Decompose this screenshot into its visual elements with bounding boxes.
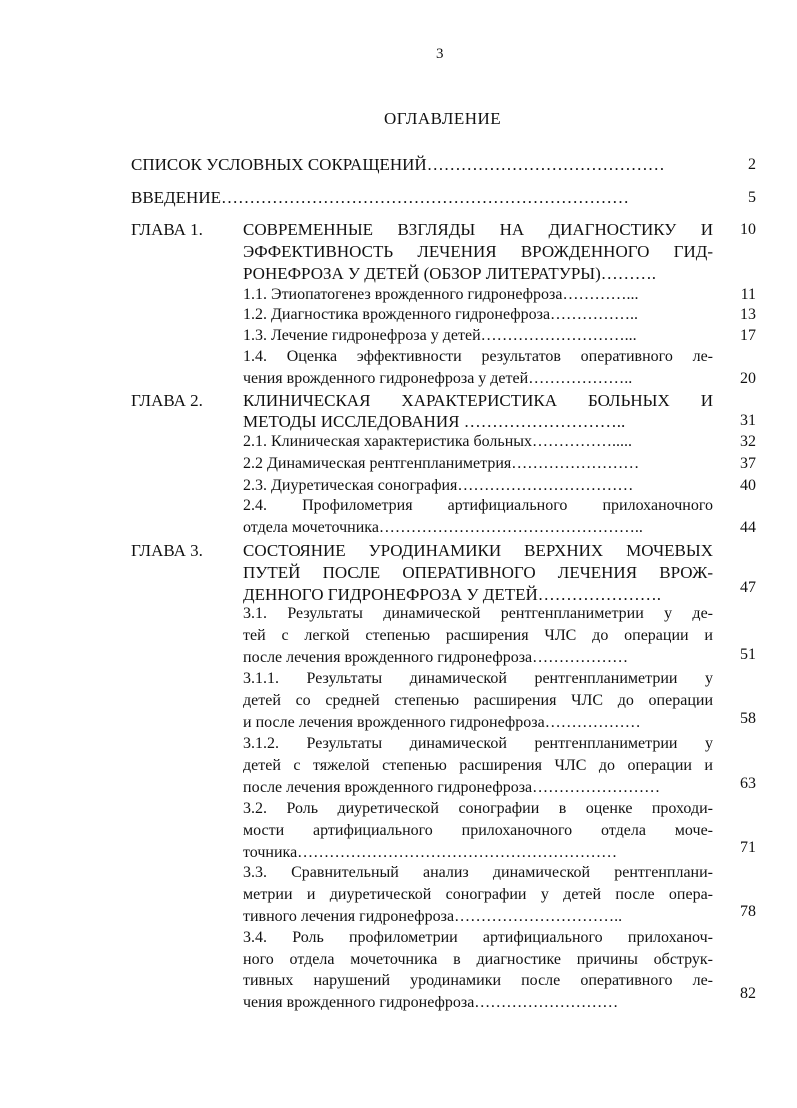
section-line: 3.1.2. Результаты динамической рентгенпланиметрии у xyxy=(243,735,713,752)
section-line: тивных нарушений уродинамики после оперативного ле- xyxy=(243,972,713,989)
chapter-title-line: МЕТОДЫ ИССЛЕДОВАНИЯ ……………………….. xyxy=(243,412,626,431)
section-line: ного отдела мочеточника в диагностике причины обструк- xyxy=(243,951,713,968)
section-line: после лечения врожденного гидронефроза……………… xyxy=(243,649,629,666)
section-line: точника…………………………………………………… xyxy=(243,844,618,861)
toc-page-number: 2 xyxy=(748,156,756,173)
toc-page-number: 82 xyxy=(740,985,756,1002)
page-number: 3 xyxy=(436,46,444,62)
chapter-label: ГЛАВА 3. xyxy=(131,541,203,560)
section-line: 3.1.1. Результаты динамической рентгенпланиметрии у xyxy=(243,670,713,687)
chapter-label: ГЛАВА 1. xyxy=(131,220,203,239)
section-line: 1.4. Оценка эффективности результатов оперативного ле- xyxy=(243,348,713,365)
toc-page-number: 13 xyxy=(740,306,756,323)
toc-page-number: 20 xyxy=(740,370,756,387)
toc-page-number: 11 xyxy=(740,286,756,303)
section-line: 3.4. Роль профилометрии артифициального прилоханоч- xyxy=(243,929,713,946)
section-line: 3.1. Результаты динамической рентгенпланиметрии у де- xyxy=(243,605,713,622)
section-line: 1.2. Диагностика врожденного гидронефроза…………….. xyxy=(243,306,639,323)
toc-entry-introduction: ВВЕДЕНИЕ……………………………………………………………… xyxy=(131,188,629,207)
section-line: тей с легкой степенью расширения ЧЛС до операции и xyxy=(243,627,713,644)
toc-page-number: 78 xyxy=(740,903,756,920)
section-line: отдела мочеточника………………………………………….. xyxy=(243,519,643,536)
chapter-title-line: РОНЕФРОЗА У ДЕТЕЙ (ОБЗОР ЛИТЕРАТУРЫ)………. xyxy=(243,264,657,283)
section-line: и после лечения врожденного гидронефроза……………… xyxy=(243,714,641,731)
toc-page-number: 44 xyxy=(740,519,756,536)
chapter-label: ГЛАВА 2. xyxy=(131,391,203,410)
section-line: тивного лечения гидронефроза………………………….. xyxy=(243,908,623,925)
section-line: 1.1. Этиопатогенез врожденного гидронефроза…………... xyxy=(243,286,639,303)
toc-page-number: 47 xyxy=(740,579,756,596)
section-line: чения врожденного гидронефроза у детей……………….. xyxy=(243,370,633,387)
chapter-title-line: СОВРЕМЕННЫЕ ВЗГЛЯДЫ НА ДИАГНОСТИКУ И xyxy=(243,220,713,239)
toc-page-number: 32 xyxy=(740,433,756,450)
toc-entry-abbreviations: СПИСОК УСЛОВНЫХ СОКРАЩЕНИЙ…………………………………… xyxy=(131,155,665,174)
toc-page-number: 71 xyxy=(740,839,756,856)
toc-page-number: 63 xyxy=(740,775,756,792)
section-line: 2.2 Динамическая рентгенпланиметрия…………………… xyxy=(243,455,640,472)
section-line: чения врожденного гидронефроза……………………… xyxy=(243,994,619,1011)
section-line: после лечения врожденного гидронефроза…………………… xyxy=(243,779,661,796)
section-line: 2.3. Диуретическая сонография…………………………… xyxy=(243,477,634,494)
chapter-title-line: ДЕННОГО ГИДРОНЕФРОЗА У ДЕТЕЙ…………………. xyxy=(243,585,662,604)
section-line: детей со средней степенью расширения ЧЛС до операции xyxy=(243,692,713,709)
section-line: метрии и диуретической сонографии у детей после опера- xyxy=(243,886,713,903)
toc-page-number: 37 xyxy=(740,455,756,472)
toc-page-number: 40 xyxy=(740,477,756,494)
chapter-title-line: СОСТОЯНИЕ УРОДИНАМИКИ ВЕРХНИХ МОЧЕВЫХ xyxy=(243,541,713,560)
section-line: мости артифициального прилоханочного отдела моче- xyxy=(243,822,713,839)
toc-page-number: 58 xyxy=(740,710,756,727)
toc-page-number: 5 xyxy=(748,189,756,206)
section-line: 2.1. Клиническая характеристика больных……………..... xyxy=(243,433,633,450)
toc-title: ОГЛАВЛЕНИЕ xyxy=(384,109,502,128)
section-line: 2.4. Профилометрия артифициального прилоханочного xyxy=(243,497,713,514)
section-line: 3.3. Сравнительный анализ динамической рентгенплани- xyxy=(243,864,713,881)
section-line: детей с тяжелой степенью расширения ЧЛС до операции и xyxy=(243,757,713,774)
toc-page-number: 31 xyxy=(740,412,756,429)
section-line: 3.2. Роль диуретической сонографии в оценке проходи- xyxy=(243,800,713,817)
section-line: 1.3. Лечение гидронефроза у детей………………………... xyxy=(243,327,637,344)
chapter-title-line: ПУТЕЙ ПОСЛЕ ОПЕРАТИВНОГО ЛЕЧЕНИЯ ВРОЖ- xyxy=(243,563,713,582)
toc-page-number: 10 xyxy=(740,221,756,238)
chapter-title-line: ЭФФЕКТИВНОСТЬ ЛЕЧЕНИЯ ВРОЖДЕННОГО ГИД- xyxy=(243,242,713,261)
toc-page-number: 17 xyxy=(740,327,756,344)
toc-page-number: 51 xyxy=(740,646,756,663)
chapter-title-line: КЛИНИЧЕСКАЯ ХАРАКТЕРИСТИКА БОЛЬНЫХ И xyxy=(243,391,713,410)
